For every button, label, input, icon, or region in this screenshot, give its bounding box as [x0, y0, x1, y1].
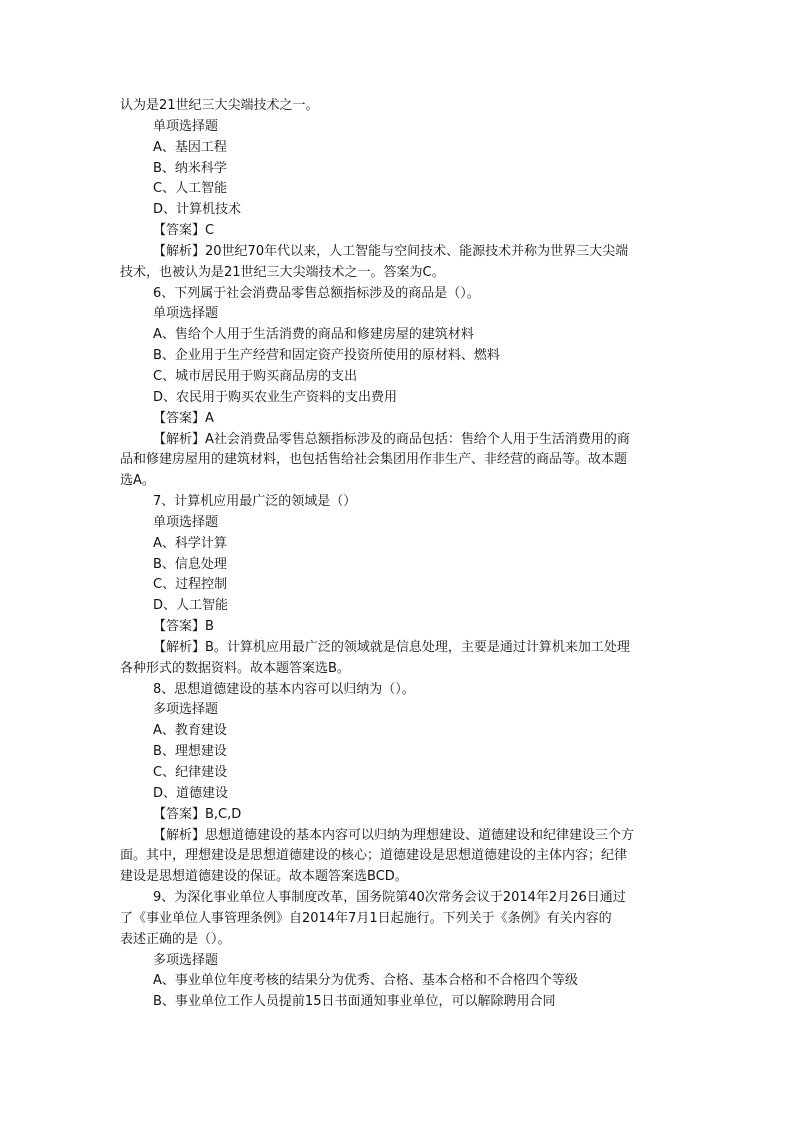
option-c: C、城市居民用于购买商品房的支出: [153, 368, 358, 384]
option-b: B、信息处理: [153, 556, 227, 572]
question-type: 单项选择题: [153, 306, 219, 322]
option-d: D、人工智能: [153, 598, 229, 614]
question-type: 单项选择题: [153, 514, 219, 530]
option-b: B、企业用于生产经营和固定资产投资所使用的原材料、燃料: [153, 348, 500, 364]
question-type: 多项选择题: [153, 702, 219, 718]
explanation: 【解析】B。计算机应用最广泛的领域就是信息处理，主要是通过计算机来加工处理: [153, 639, 630, 655]
option-c: C、人工智能: [153, 181, 228, 197]
explanation-continued: 技术，也被认为是21世纪三大尖端技术之一。答案为C。: [120, 264, 445, 280]
question-continued: 了《事业单位人事管理条例》自2014年7月1日起施行。下列关于《条例》有关内容的: [120, 910, 612, 926]
explanation: 【解析】思想道德建设的基本内容可以归纳为理想建设、道德建设和纪律建设三个方: [153, 827, 635, 843]
option-a: A、教育建设: [153, 723, 227, 739]
question-type: 多项选择题: [153, 952, 219, 968]
explanation: 【解析】A社会消费品零售总额指标涉及的商品包括：售给个人用于生活消费用的商: [153, 431, 630, 447]
option-b: B、事业单位工作人员提前15日书面通知事业单位，可以解除聘用合同: [153, 994, 556, 1010]
option-b: B、理想建设: [153, 744, 227, 760]
option-d: D、道德建设: [153, 785, 229, 801]
option-b: B、纳米科学: [153, 160, 227, 176]
option-a: A、事业单位年度考核的结果分为优秀、合格、基本合格和不合格四个等级: [153, 973, 578, 989]
answer: 【答案】C: [153, 223, 215, 239]
option-a: A、科学计算: [153, 535, 227, 551]
explanation-continued: 面。其中，理想建设是思想道德建设的核心；道德建设是思想道德建设的主体内容；纪律: [120, 848, 628, 864]
explanation-continued: 选A。: [120, 473, 155, 489]
explanation-continued: 各种形式的数据资料。故本题答案选B。: [120, 660, 350, 676]
question-continued: 表述正确的是（）。: [120, 931, 231, 947]
option-a: A、基因工程: [153, 139, 227, 155]
option-c: C、纪律建设: [153, 765, 228, 780]
option-d: D、农民用于购买农业生产资料的支出费用: [153, 389, 398, 405]
text-line: 认为是21世纪三大尖端技术之一。: [120, 98, 319, 113]
option-c: C、过程控制: [153, 577, 228, 593]
question-8: 8、思想道德建设的基本内容可以归纳为（）。: [153, 681, 415, 697]
question-type: 单项选择题: [153, 118, 219, 134]
explanation-continued: 品和修建房屋用的建筑材料，也包括售给社会集团用作非生产、非经营的商品等。故本题: [120, 452, 628, 468]
question-9: 9、为深化事业单位人事制度改革，国务院第40次常务会议于2014年2月26日通过: [153, 890, 626, 906]
question-7: 7、计算机应用最广泛的领域是（）: [153, 494, 357, 510]
option-d: D、计算机技术: [153, 202, 242, 218]
question-6: 6、下列属于社会消费品零售总额指标涉及的商品是（）。: [153, 285, 480, 301]
answer: 【答案】B,C,D: [153, 806, 242, 822]
document-body: [120, 96, 676, 1013]
answer: 【答案】B: [153, 619, 214, 635]
explanation-continued: 建设是思想道德建设的保证。故本题答案选BCD。: [120, 869, 408, 885]
answer: 【答案】A: [153, 410, 214, 426]
explanation: 【解析】20世纪70年代以来，人工智能与空间技术、能源技术并称为世界三大尖端: [153, 243, 629, 259]
option-a: A、售给个人用于生活消费的商品和修建房屋的建筑材料: [153, 327, 474, 343]
